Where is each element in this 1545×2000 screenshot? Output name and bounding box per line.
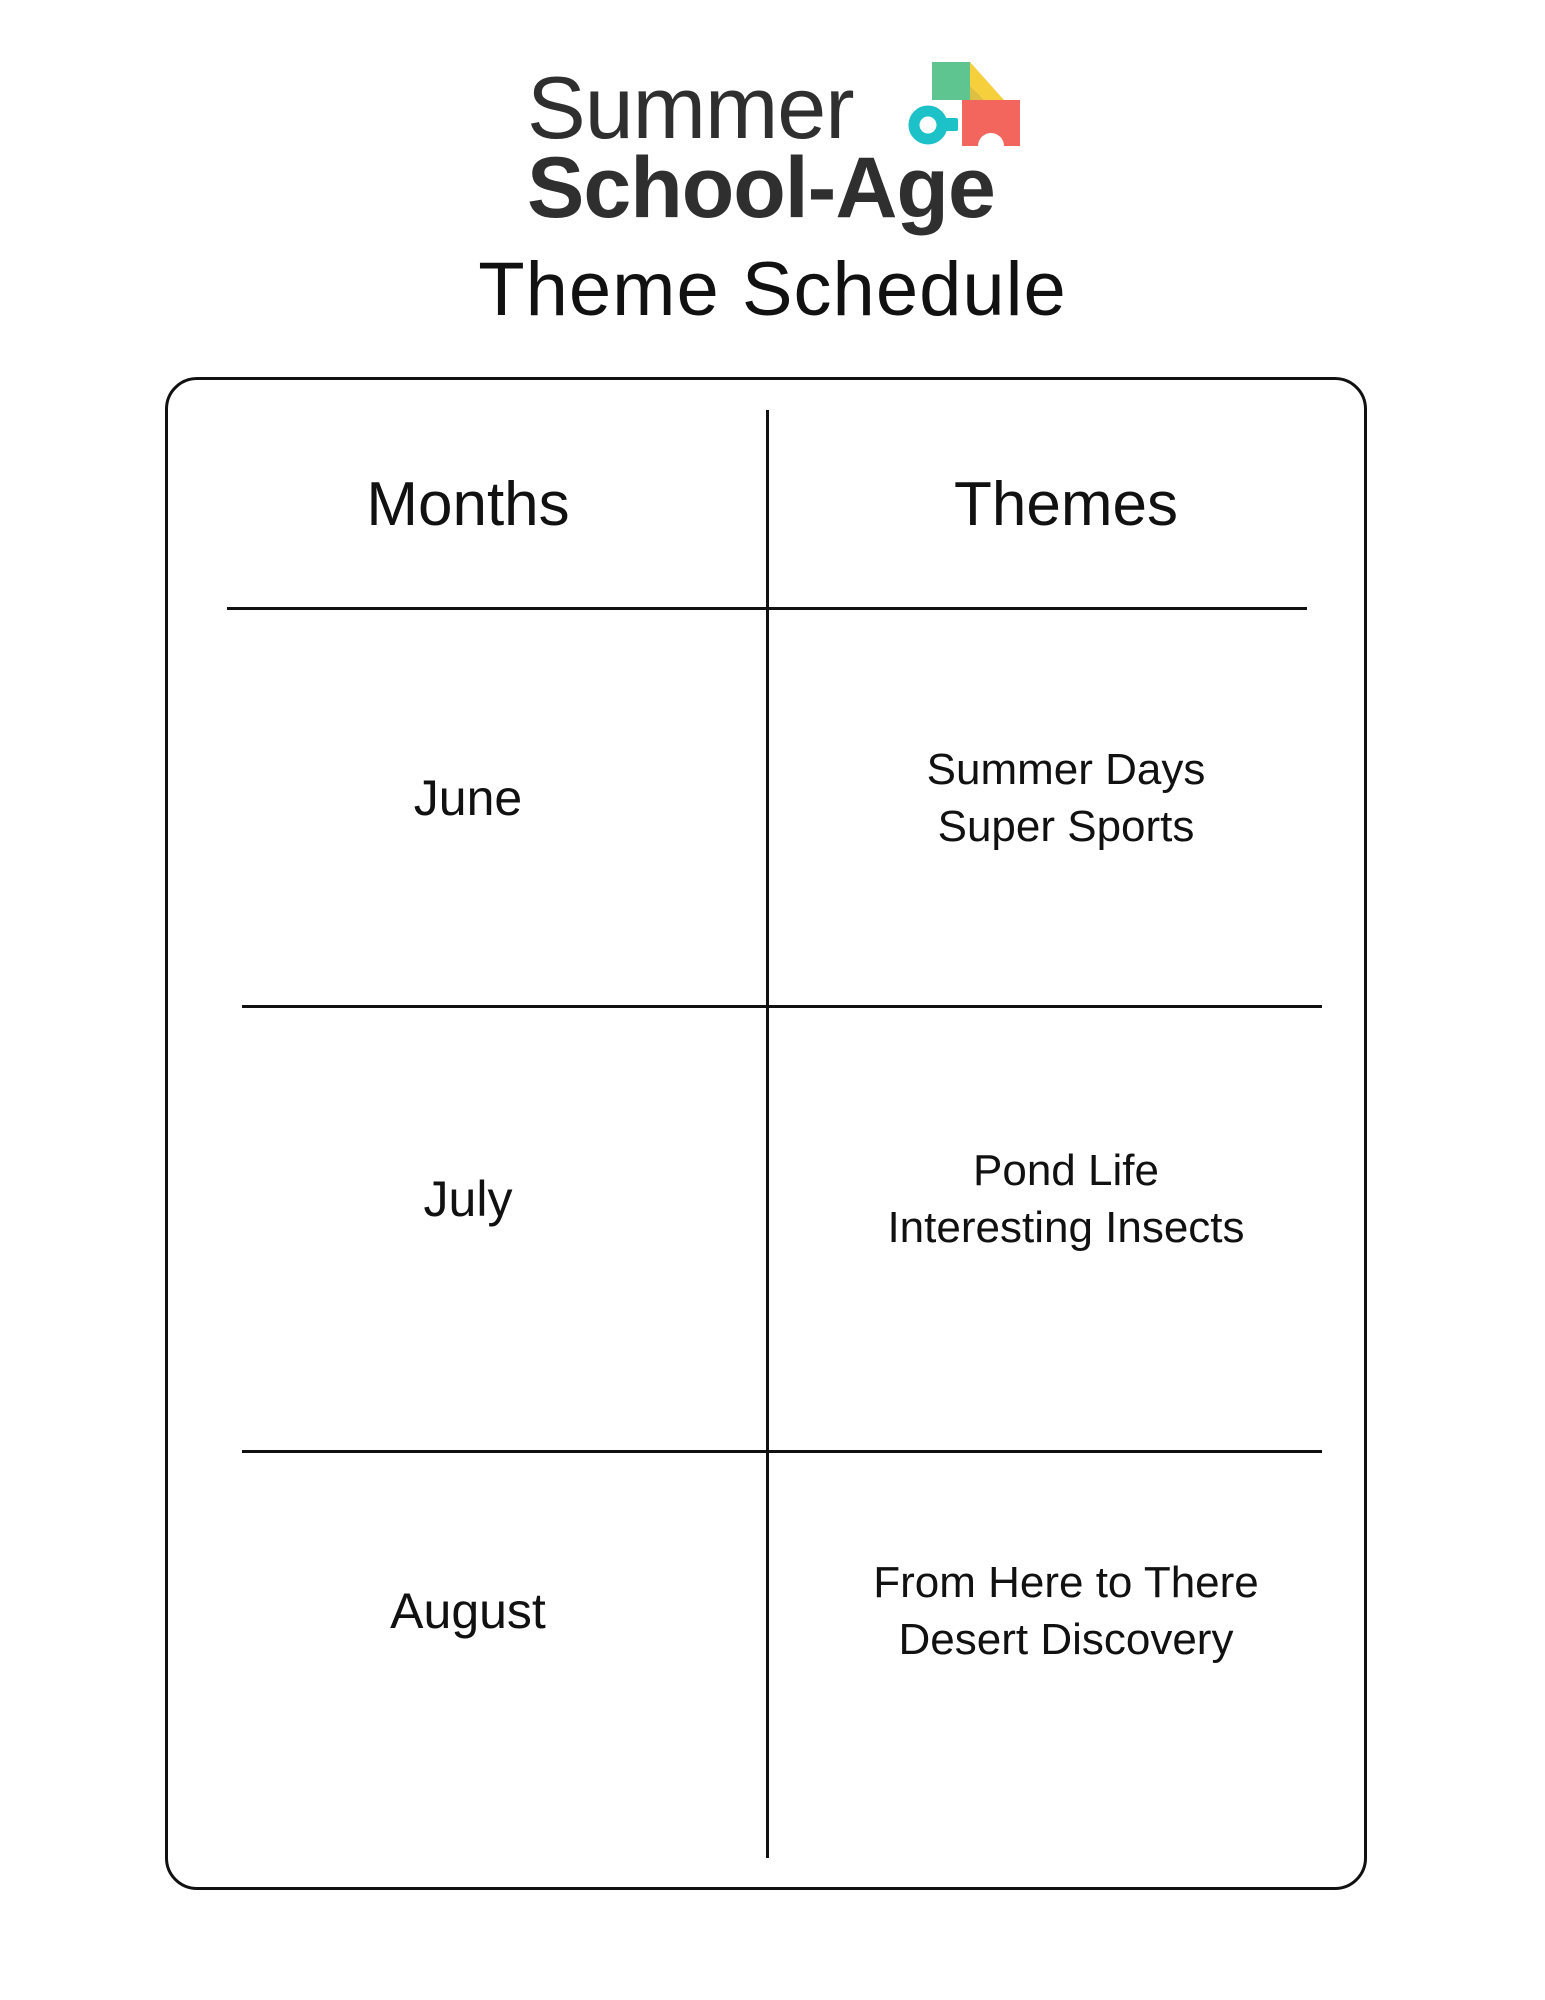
theme-item: Pond Life	[973, 1146, 1159, 1195]
green-block-icon	[932, 62, 970, 100]
logo-word-school-age: School-Age	[527, 140, 995, 236]
table-row-month-cell	[170, 1008, 766, 1450]
table-row-month-cell	[170, 1453, 766, 1858]
theme-item: Interesting Insects	[887, 1203, 1245, 1252]
table-row-month-cell	[170, 610, 766, 1005]
column-header-months: Months	[366, 470, 570, 539]
theme-item: From Here to There	[873, 1557, 1259, 1607]
table-row-theme-cell	[769, 1453, 1363, 1858]
teal-dot-icon	[945, 118, 958, 131]
header-cell-months	[170, 460, 766, 610]
month-label: August	[390, 1582, 546, 1639]
page-title: Theme Schedule	[478, 247, 1067, 332]
coral-arch-icon	[962, 100, 1020, 146]
logo-word-summer: Summer	[527, 58, 854, 157]
theme-item: Desert Discovery	[898, 1614, 1234, 1664]
month-label: June	[413, 769, 523, 826]
theme-list	[887, 1142, 1244, 1256]
teal-ring-icon	[914, 111, 942, 139]
month-label: July	[423, 1171, 513, 1227]
toy-blocks-icon	[892, 62, 1020, 146]
column-header-themes: Themes	[954, 470, 1178, 539]
theme-list	[873, 1554, 1259, 1668]
table-row-theme-cell	[769, 1008, 1363, 1450]
theme-list	[927, 741, 1206, 855]
table-row-theme-cell	[769, 610, 1363, 1005]
theme-item: Summer Days	[926, 744, 1206, 794]
theme-item: Super Sports	[937, 801, 1195, 851]
logo	[527, 58, 1017, 238]
header-cell-themes	[769, 460, 1363, 610]
